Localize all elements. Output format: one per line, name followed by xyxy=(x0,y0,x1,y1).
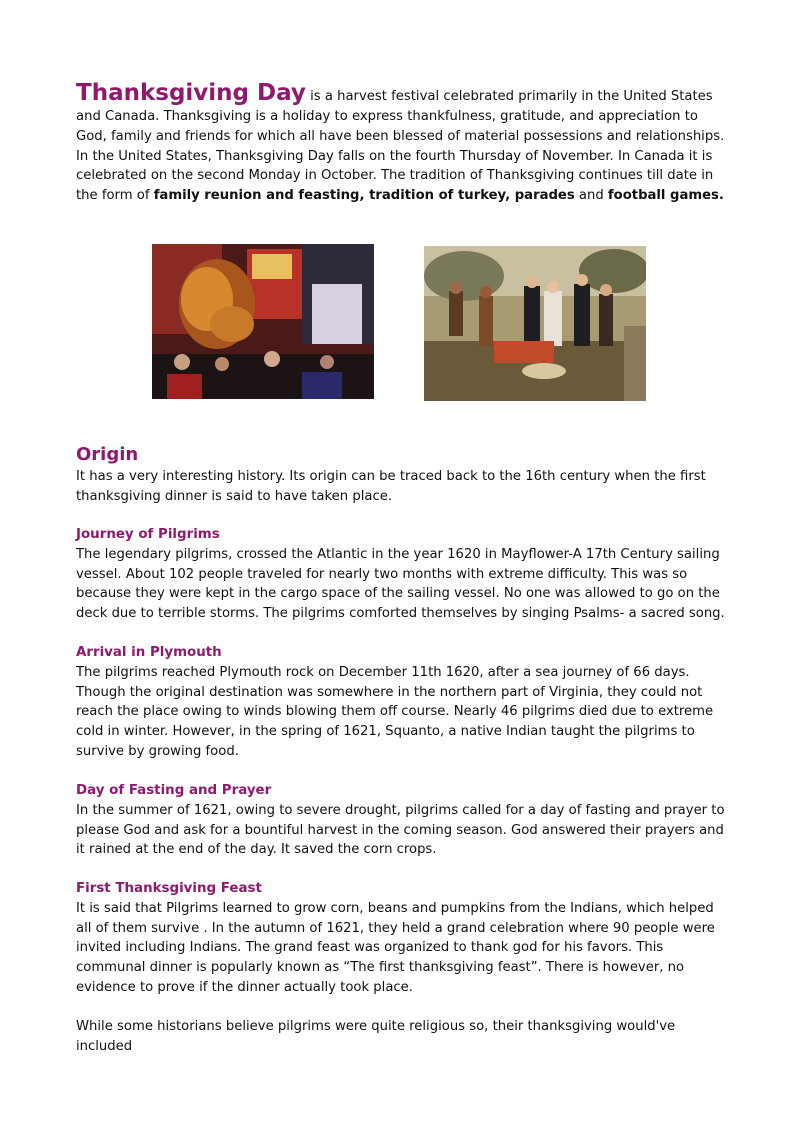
first-thanksgiving-painting xyxy=(424,246,646,401)
section-arrival xyxy=(76,643,726,762)
intro-text-1: is a harvest festival celebrated primarily in the United States and Canada. Thanksgiving is a holiday to express thankfulness, gratitude, and appreciation to God, family and friends for which all have been blessed of material possessions and relationships. In the United States, Thanksgiving Day falls on the fourth Thursday of November. In Canada it is celebrated on the second Monday in October. The tradition of Thanksgiving continues till date in the form of xyxy=(76,89,725,204)
origin-heading: Origin xyxy=(76,444,139,465)
section-text: The pilgrims reached Plymouth rock on December 11th 1620, after a sea journey of 66 days. Though the original destination was somewhere in the northern part of Virginia, they could not reach the place owing to winds blowing them off course. Nearly 46 pilgrims died due to extreme cold in winter. However, in the spring of 1621, Squanto, a native Indian taught the pilgrims to survive by growing food. xyxy=(76,664,714,759)
closing-text: While some historians believe pilgrims were quite religious so, their thanksgiving would've included xyxy=(76,1019,676,1054)
parade-photo xyxy=(152,244,374,399)
section-text: In the summer of 1621, owing to severe drought, pilgrims called for a day of fasting and prayer to please God and ask for a bountiful harvest in the coming season. God answered their prayers and it rained at the end of the day. It saved the corn crops. xyxy=(76,802,725,858)
section-text: It is said that Pilgrims learned to grow corn, beans and pumpkins from the Indians, which helped all of them survive . In the autumn of 1621, they held a grand celebration where 90 people were invited including Indians. The grand feast was organized to thank god for his favors. This communal dinner is popularly known as “The first thanksgiving feast”. There is however, no evidence to prove if the dinner actually took place. xyxy=(76,900,715,995)
origin-text: It has a very interesting history. Its origin can be traced back to the 16th century when the first thanksgiving dinner is said to have taken place. xyxy=(76,469,706,504)
section-heading: Day of Fasting and Prayer xyxy=(76,783,272,798)
intro-paragraph xyxy=(76,79,726,206)
intro-bold-1: family reunion and feasting, tradition of turkey, parades xyxy=(153,188,575,204)
section-journey xyxy=(76,525,726,624)
intro-bold-2: football games. xyxy=(607,188,724,204)
section-text: The legendary pilgrims, crossed the Atlantic in the year 1620 in Mayflower-A 17th Century sailing vessel. About 102 people traveled for nearly two months with extreme difficulty. This was so because they were kept in the cargo space of the sailing vessel. No one was allowed to go on the deck due to terrible storms. The pilgrims comforted themselves by singing Psalms- a sacred song. xyxy=(76,546,725,622)
origin-section xyxy=(76,443,726,507)
page-title: Thanksgiving Day xyxy=(76,80,306,106)
section-fasting xyxy=(76,781,726,860)
section-heading: Arrival in Plymouth xyxy=(76,645,222,660)
section-feast xyxy=(76,879,726,998)
section-heading: Journey of Pilgrims xyxy=(76,527,220,542)
section-heading: First Thanksgiving Feast xyxy=(76,881,262,896)
intro-text-2: and xyxy=(574,188,608,204)
closing-paragraph xyxy=(76,1017,726,1057)
